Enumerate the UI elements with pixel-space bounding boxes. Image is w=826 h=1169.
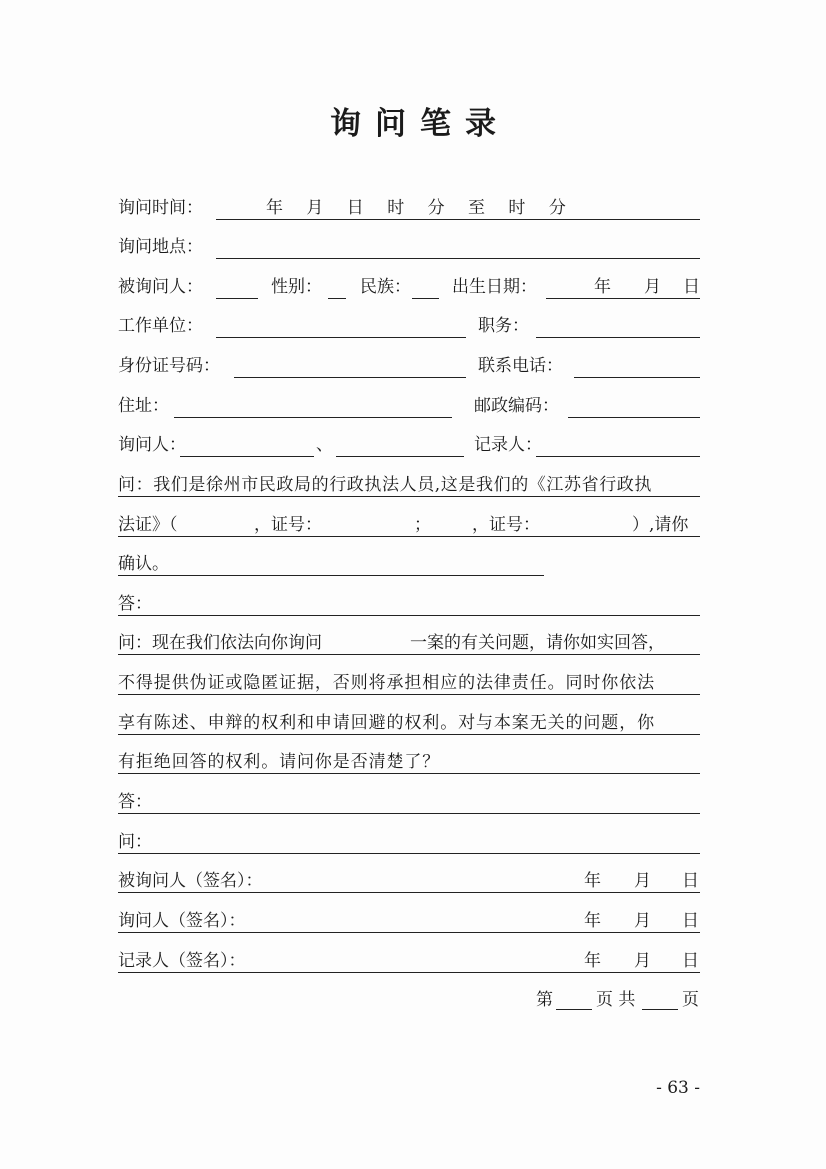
a2-line: [118, 789, 700, 815]
position-underline[interactable]: [536, 337, 700, 338]
page-title: 询问笔录: [330, 106, 510, 142]
signature-label: 被询问人（签名）：: [118, 871, 263, 891]
work-row: [118, 313, 700, 339]
phone-underline[interactable]: [574, 377, 700, 378]
q1-underline-3: [118, 575, 544, 576]
time-value: 年 月 日 时 分 至 时 分: [266, 198, 566, 218]
signature-day: 日: [682, 911, 699, 931]
interviewer1-underline[interactable]: [180, 456, 314, 457]
time-row: [118, 195, 700, 221]
time-label: 询问时间：: [118, 198, 203, 218]
q1-line1: [118, 472, 700, 498]
q1-text-2d: ，证号：: [472, 515, 540, 535]
q3-line: [118, 829, 700, 855]
page-suffix: 页: [682, 990, 699, 1010]
q3-underline[interactable]: [118, 853, 700, 854]
signature-month: 月: [634, 951, 651, 971]
q2-line3: [118, 710, 700, 736]
interviewer2-underline[interactable]: [336, 456, 464, 457]
a1-underline[interactable]: [118, 615, 700, 616]
q1-text-2a: 法证》（: [118, 515, 178, 535]
position-label: 职务：: [478, 316, 529, 336]
id-row: [118, 353, 700, 379]
signature-underline[interactable]: [118, 892, 700, 893]
q2-underline-2: [118, 694, 700, 695]
signature-day: 日: [682, 871, 699, 891]
phone-label: 联系电话：: [478, 356, 563, 376]
birth-month: 月: [644, 277, 661, 297]
q1-text-2c: ；: [414, 515, 431, 535]
address-row: [118, 393, 700, 419]
a1-label: 答：: [118, 594, 152, 614]
place-underline[interactable]: [216, 258, 700, 259]
q1-underline-1: [118, 496, 700, 497]
signature-underline[interactable]: [118, 972, 700, 973]
q1-underline-2: [118, 536, 700, 537]
q3-label: 问：: [118, 832, 152, 852]
q2-underline-3: [118, 734, 700, 735]
signature-year: 年: [584, 911, 601, 931]
separator: 、: [316, 435, 333, 455]
birth-label: 出生日期：: [452, 277, 537, 297]
gender-underline[interactable]: [328, 298, 346, 299]
signature-day: 日: [682, 951, 699, 971]
person-underline[interactable]: [216, 298, 258, 299]
signature-year: 年: [584, 871, 601, 891]
q2-line1: [118, 630, 700, 656]
id-underline[interactable]: [234, 377, 466, 378]
id-label: 身份证号码：: [118, 356, 220, 376]
signature-month: 月: [634, 871, 651, 891]
work-underline[interactable]: [216, 337, 466, 338]
q1-line2: [118, 512, 700, 538]
person-row: [118, 274, 700, 300]
page-prefix: 第: [536, 990, 553, 1010]
signature-label: 记录人（签名）：: [118, 951, 246, 971]
q1-text-2e: ）,请你: [632, 515, 689, 535]
q1-text-3: 确认。: [118, 554, 169, 574]
page-current-underline[interactable]: [556, 1009, 592, 1010]
page-number: - 63 -: [656, 1078, 700, 1098]
q2-text-1b: 一案的有关问题，请你如实回答，: [410, 633, 665, 653]
interviewer-label: 询问人：: [118, 435, 186, 455]
address-underline[interactable]: [174, 417, 452, 418]
signature-label: 询问人（签名）：: [118, 911, 246, 931]
signature-month: 月: [634, 911, 651, 931]
birth-underline[interactable]: [546, 298, 700, 299]
page-mid: 页 共: [596, 990, 636, 1010]
a2-underline[interactable]: [118, 813, 700, 814]
a1-line: [118, 591, 700, 617]
signature-row-recorder: [118, 948, 700, 974]
place-label: 询问地点：: [118, 237, 203, 257]
q2-line4: [118, 749, 700, 775]
q1-line3: [118, 551, 700, 577]
birth-day: 日: [683, 277, 700, 297]
q1-text-1: 问：我们是徐州市民政局的行政执法人员,这是我们的《江苏省行政执: [118, 475, 653, 495]
address-label: 住址：: [118, 396, 169, 416]
q2-underline-4: [118, 773, 700, 774]
q2-line2: [118, 670, 700, 696]
q2-text-1a: 问：现在我们依法向你询问: [118, 633, 322, 653]
recorder-underline[interactable]: [536, 456, 700, 457]
ethnic-label: 民族：: [360, 277, 411, 297]
recorder-label: 记录人：: [474, 435, 542, 455]
q2-underline-1: [118, 654, 700, 655]
q2-text-4: 有拒绝回答的权利。请问你是否清楚了？: [118, 752, 441, 772]
work-label: 工作单位：: [118, 316, 203, 336]
page-total-underline[interactable]: [642, 1009, 678, 1010]
gender-label: 性别：: [271, 277, 322, 297]
signature-row-interviewee: [118, 868, 700, 894]
signature-underline[interactable]: [118, 932, 700, 933]
postcode-underline[interactable]: [568, 417, 700, 418]
a2-label: 答：: [118, 792, 152, 812]
page-count-row: [118, 987, 700, 1013]
ethnic-underline[interactable]: [412, 298, 439, 299]
interviewer-row: [118, 432, 700, 458]
q2-text-2: 不得提供伪证或隐匿证据，否则将承担相应的法律责任。同时你依法: [118, 673, 655, 693]
birth-year: 年: [594, 277, 611, 297]
signature-year: 年: [584, 951, 601, 971]
q2-text-3: 享有陈述、申辩的权利和申请回避的权利。对与本案无关的问题，你: [118, 713, 655, 733]
q1-text-2b: ，证号：: [254, 515, 322, 535]
person-label: 被询问人：: [118, 277, 203, 297]
signature-row-interviewer: [118, 908, 700, 934]
place-row: [118, 234, 700, 260]
postcode-label: 邮政编码：: [474, 396, 559, 416]
